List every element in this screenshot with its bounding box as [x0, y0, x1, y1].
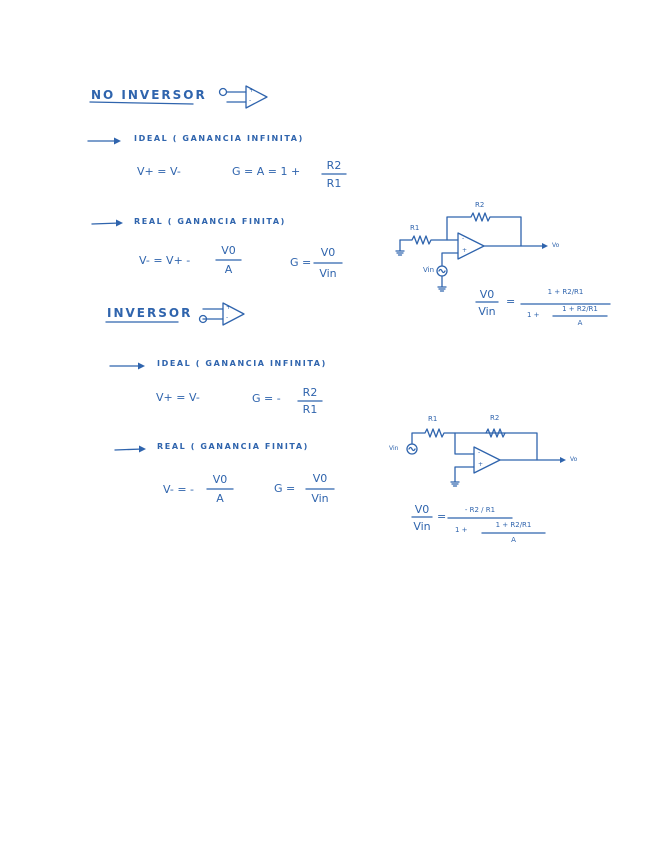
arrow-ideal-2 — [110, 363, 145, 370]
heading-inversor: INVERSOR — [107, 306, 193, 320]
real-label-2: REAL ( GANANCIA FINITA) — [157, 442, 309, 451]
ideal-gain-num-1: R2 — [326, 159, 342, 172]
circuit-noninverting — [396, 213, 610, 316]
ideal-label-2: IDEAL ( GANANCIA INFINITA) — [157, 359, 327, 368]
real-label-1: REAL ( GANANCIA FINITA) — [134, 217, 286, 226]
opamp2-plus-sign: + — [226, 304, 232, 311]
opamp-plus-sign: + — [249, 87, 255, 94]
formula2-den-num: 1 + R2/R1 — [495, 521, 532, 529]
arrow-ideal-1 — [88, 138, 121, 145]
formula1-den-den: A — [577, 319, 583, 327]
formula1-numerator: 1 + R2/R1 — [547, 288, 584, 296]
formula2-numerator: - R2 / R1 — [464, 506, 496, 514]
real-gain-den-2: Vin — [311, 492, 329, 505]
heading-underline — [90, 102, 193, 104]
formula2-lhs-den: Vin — [413, 520, 431, 533]
circuit2-r2-label: R2 — [490, 414, 500, 422]
circuit-inverting — [407, 429, 566, 533]
formula2-equals: = — [437, 510, 447, 523]
formula2-den-den: A — [511, 536, 516, 544]
formula1-lhs-num: V0 — [479, 288, 495, 301]
circuit2-vin-label: Vin — [389, 445, 399, 452]
circuit1-r1-label: R1 — [410, 224, 420, 232]
ideal-gain-num-2: R2 — [302, 386, 318, 399]
formula1-lhs-den: Vin — [478, 305, 496, 318]
real-gain-den-1: Vin — [319, 267, 337, 280]
ideal-gain-den-1: R1 — [326, 177, 342, 190]
real-eq-den-2: A — [216, 492, 224, 505]
opamp2-minus-sign: - — [226, 314, 229, 321]
circuit2-vout-label: Vo — [570, 456, 578, 463]
circuit1-r2-label: R2 — [475, 201, 485, 209]
real-eq-num-2: V0 — [212, 473, 228, 486]
circuit1-opamp-minus: - — [462, 235, 465, 242]
real-eq-lhs-1: V- = V+ - — [139, 254, 191, 267]
opamp-minus-sign: - — [249, 97, 252, 104]
circuit1-vout-label: Vo — [552, 242, 560, 249]
heading-no-inversor: NO INVERSOR — [91, 88, 207, 102]
circuit2-opamp-minus: - — [478, 449, 481, 456]
ideal-label-1: IDEAL ( GANANCIA INFINITA) — [134, 134, 304, 143]
circuit1-opamp-plus: + — [462, 247, 468, 254]
formula1-den-num: 1 + R2/R1 — [562, 305, 598, 313]
real-eq-lhs-2: V- = - — [163, 483, 195, 496]
formula2-lhs-num: V0 — [414, 503, 430, 516]
formula1-den-lead: 1 + — [527, 311, 540, 319]
ideal-gain-den-2: R1 — [302, 403, 318, 416]
arrow-real-1 — [92, 220, 123, 227]
circuit2-opamp-plus: + — [478, 461, 484, 468]
circuit2-r1-label: R1 — [428, 415, 438, 423]
real-gain-num-2: V0 — [312, 472, 328, 485]
real-eq-num-1: V0 — [221, 244, 236, 257]
real-gain-lhs-2: G = — [274, 482, 296, 495]
real-eq-den-1: A — [224, 263, 233, 276]
arrow-real-2 — [115, 446, 146, 453]
opamp-symbol-inverting — [200, 303, 245, 325]
real-gain-num-1: V0 — [320, 246, 336, 259]
ideal-eq-1: V+ = V- — [137, 165, 181, 178]
formula1-equals: = — [506, 295, 516, 308]
opamp-symbol-noninverting — [220, 86, 268, 108]
ideal-eq-2: V+ = V- — [156, 391, 200, 404]
ideal-gain-lhs-1: G = A = 1 + — [232, 165, 301, 178]
real-gain-lhs-1: G = — [290, 256, 312, 269]
ideal-gain-lhs-2: G = - — [252, 392, 281, 405]
formula2-den-lead: 1 + — [455, 526, 468, 534]
circuit1-vin-label: Vin — [423, 266, 435, 274]
